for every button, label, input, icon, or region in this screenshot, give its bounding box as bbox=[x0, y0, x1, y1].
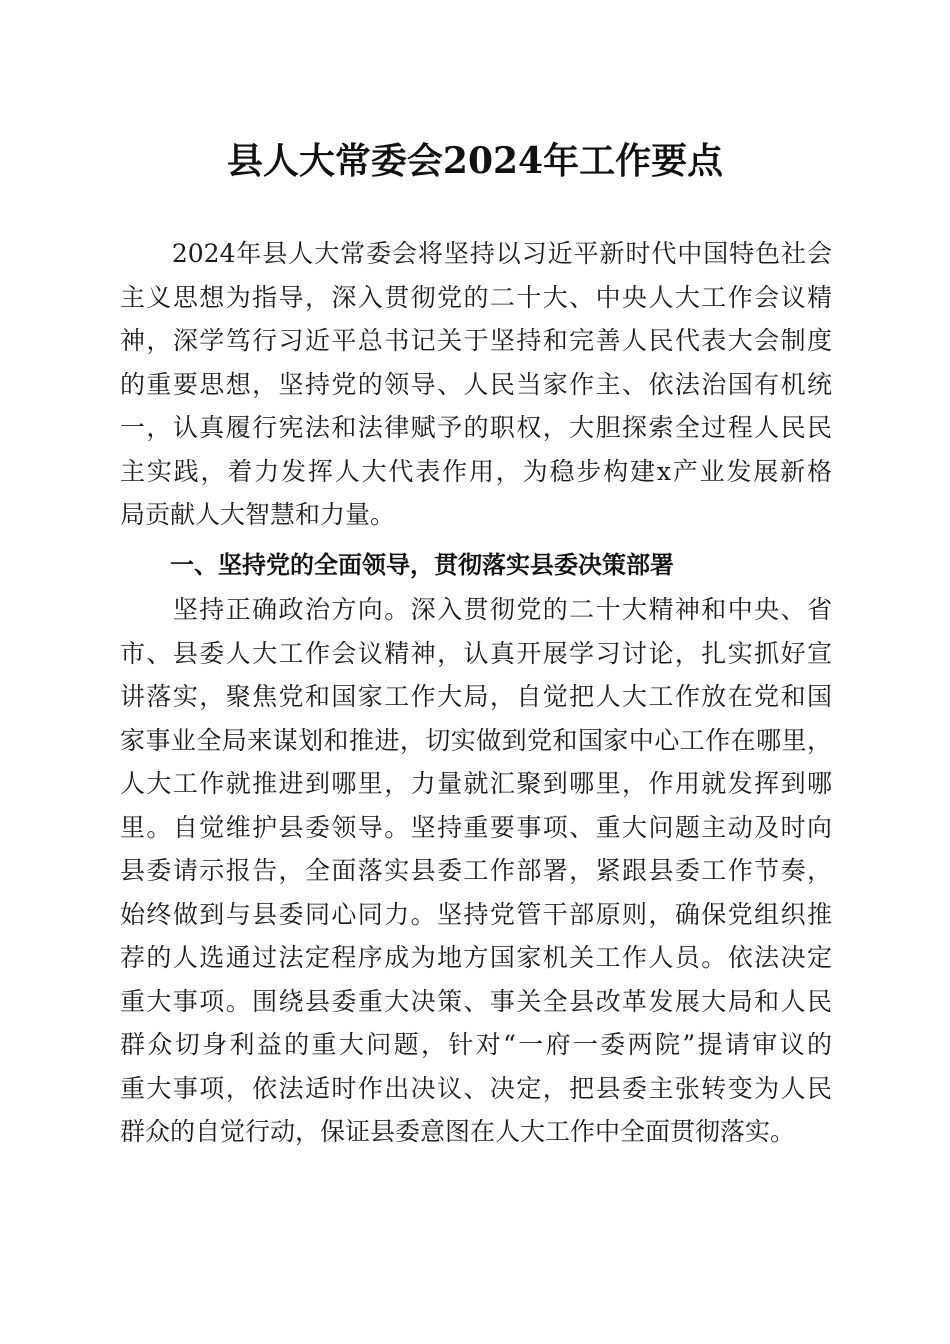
document-title: 县人大常委会2024年工作要点 bbox=[226, 140, 724, 182]
text-line: 2024年县人大常委会将坚持以习近平新时代中国特色社会 bbox=[120, 239, 832, 268]
section-one-paragraph bbox=[120, 588, 832, 1154]
text-line: 群众的自觉行动，保证县委意图在人大工作中全面贯彻落实。 bbox=[120, 1117, 796, 1146]
text-line: 坚持正确政治方向。深入贯彻党的二十大精神和中央、省 bbox=[120, 595, 832, 624]
text-line: 主义思想为指导，深入贯彻党的二十大、中央人大工作会议精 bbox=[120, 282, 832, 312]
section-one-heading: 一、坚持党的全面领导，贯彻落实县委决策部署 bbox=[170, 551, 674, 579]
text-line: 家事业全局来谋划和推进，切实做到党和国家中心工作在哪里， bbox=[120, 725, 832, 755]
text-line: 局贡献人大智慧和力量。 bbox=[120, 500, 396, 529]
text-line: 重大事项，依法适时作出决议、决定，把县委主张转变为人民 bbox=[120, 1073, 832, 1103]
text-line: 一，认真履行宪法和法律赋予的职权，大胆探索全过程人民民 bbox=[120, 413, 832, 442]
text-line: 人大工作就推进到哪里，力量就汇聚到哪里，作用就发挥到哪 bbox=[120, 769, 832, 798]
text-line: 里。自觉维护县委领导。坚持重要事项、重大问题主动及时向 bbox=[120, 812, 832, 842]
text-line: 荐的人选通过法定程序成为地方国家机关工作人员。依法决定 bbox=[120, 943, 832, 972]
text-line: 神，深学笃行习近平总书记关于坚持和完善人民代表大会制度 bbox=[120, 326, 832, 355]
text-line: 县委请示报告，全面落实县委工作部署，紧跟县委工作节奏， bbox=[120, 856, 832, 885]
text-line: 的重要思想，坚持党的领导、人民当家作主、依法治国有机统 bbox=[120, 369, 832, 399]
text-line: 始终做到与县委同心同力。坚持党管干部原则，确保党组织推 bbox=[120, 899, 832, 929]
text-line: 讲落实，聚焦党和国家工作大局，自觉把人大工作放在党和国 bbox=[120, 682, 832, 711]
text-line: 市、县委人大工作会议精神，认真开展学习讨论，扎实抓好宣 bbox=[120, 638, 832, 668]
intro-paragraph bbox=[120, 232, 832, 537]
text-line: 主实践，着力发挥人大代表作用，为稳步构建x产业发展新格 bbox=[120, 456, 832, 486]
text-line: 群众切身利益的重大问题，针对“一府一委两院”提请审议的 bbox=[120, 1030, 832, 1059]
text-line: 重大事项。围绕县委重大决策、事关全县改革发展大局和人民 bbox=[120, 986, 832, 1016]
